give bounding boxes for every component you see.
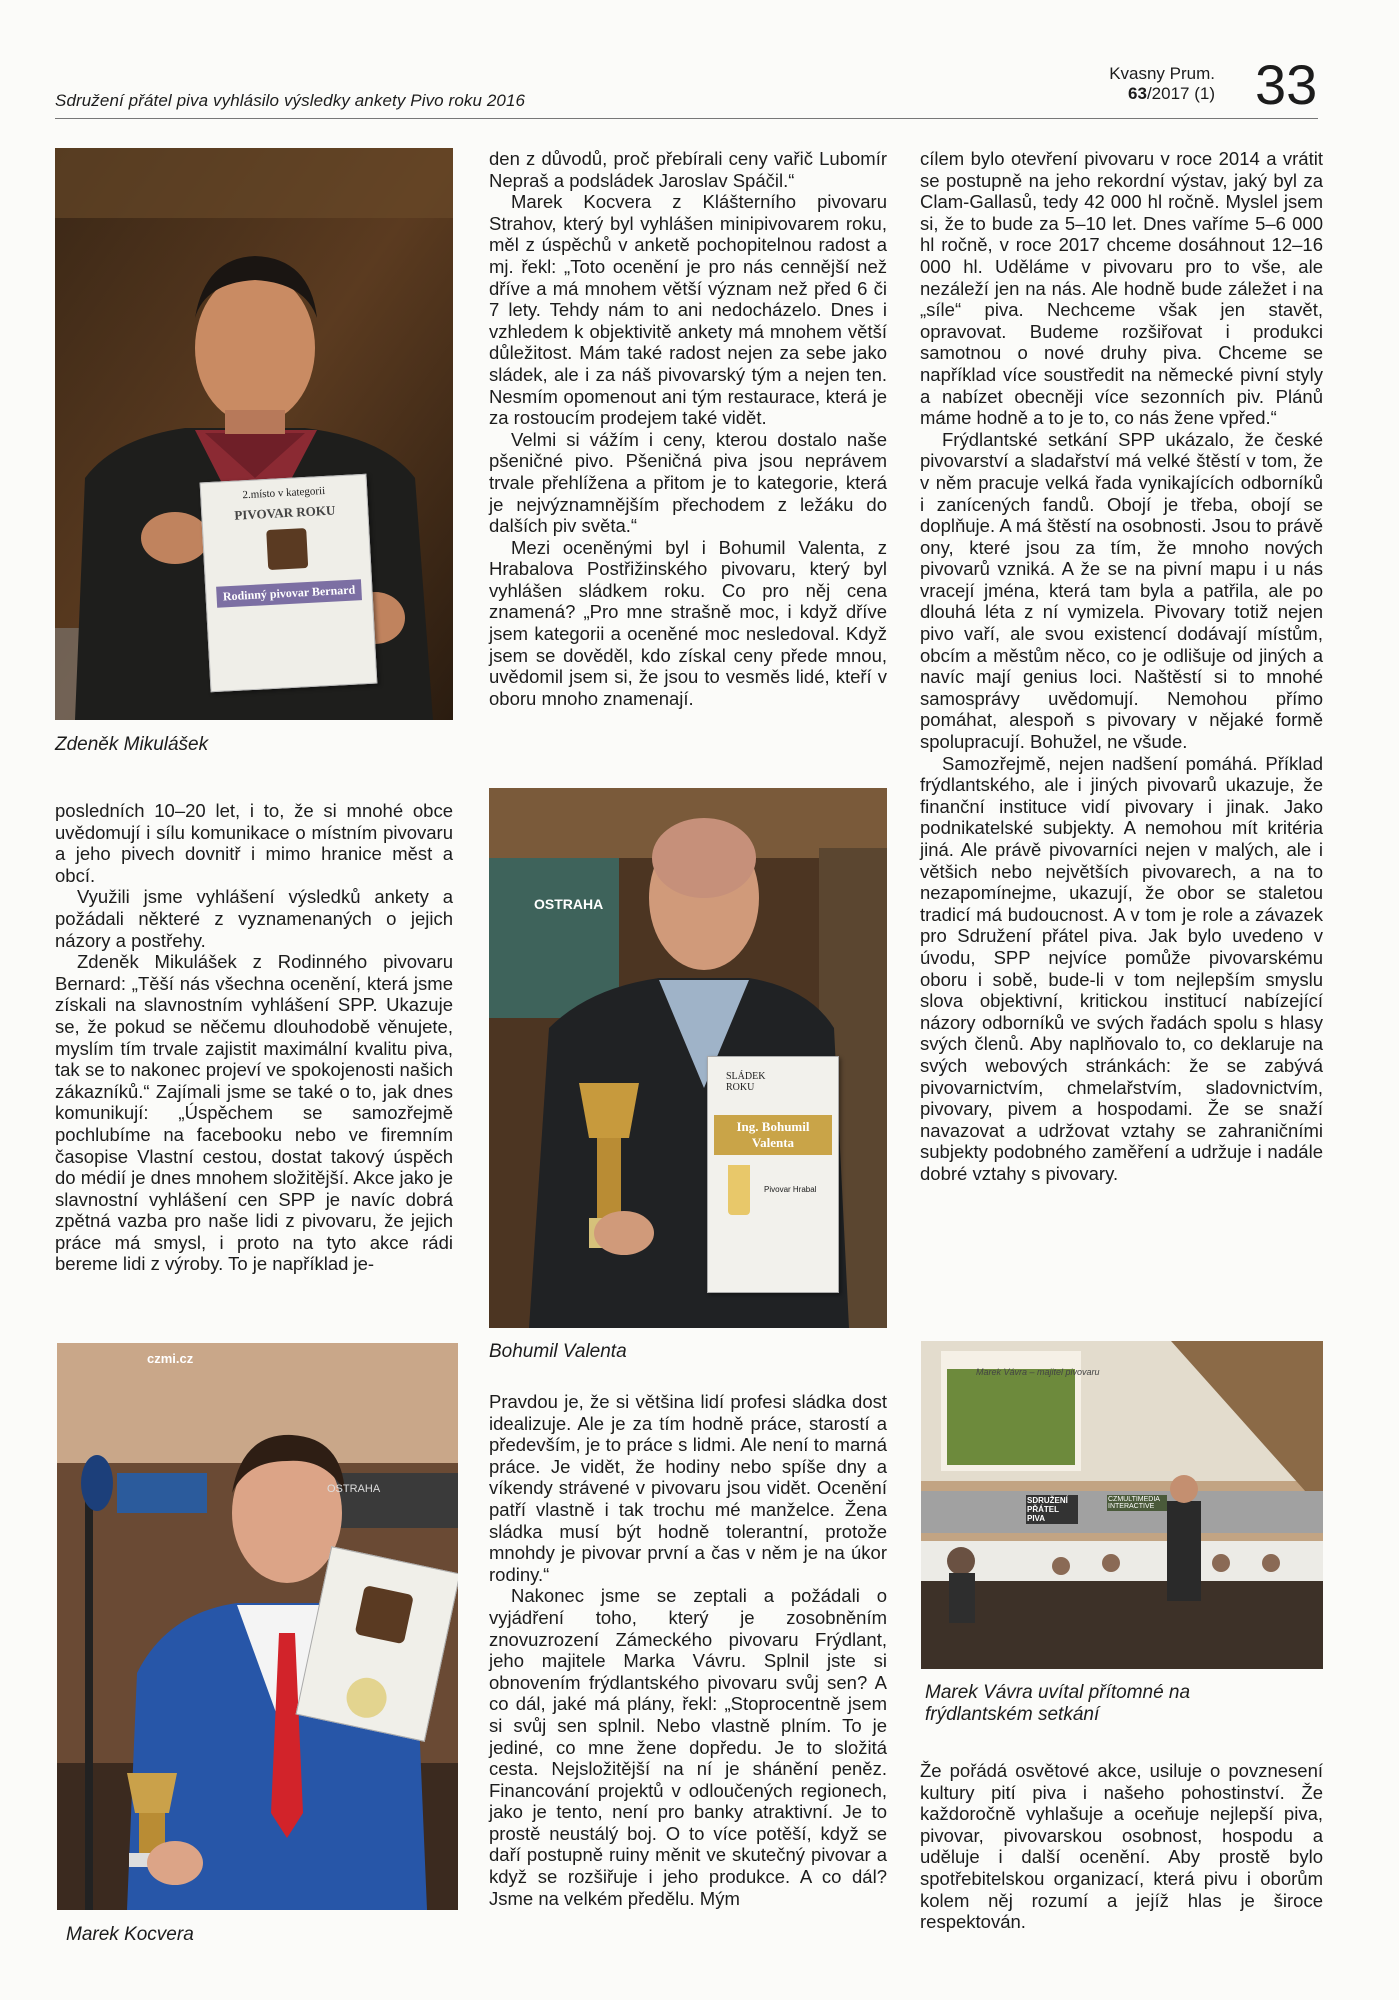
header-rule — [55, 118, 1318, 119]
banner-ostraha: OSTRAHA — [327, 1483, 381, 1495]
col2-paragraph: Mezi oceněnými byl i Bohumil Valenta, z Hrabalova Postřižinského pivovaru, který byl vyhlášen sládkem roku. Co pro něj cena znamená? „Pro mne strašně moc, i když dříve jsem kategorii a oceněné moc nesledoval. Když jsem se dověděl, kdo získal ceny přede mnou, uvědomil jsem si, že jsou to vesměs lidé, kteří v oboru mnoho znamenají. — [489, 536, 887, 709]
certificate-bernard — [200, 474, 378, 692]
sign-spp: SDRUŽENÍ PŘÁTEL PIVA — [1026, 1495, 1078, 1524]
certificate-brewery: Pivovar Hrabal — [764, 1185, 817, 1194]
photo-valenta — [489, 788, 887, 1328]
column-1 — [55, 800, 453, 1275]
page-number: 33 — [1255, 53, 1318, 116]
issue-year: /2017 (1) — [1146, 84, 1215, 103]
certificate-recipient: Ing. Bohumil Valenta — [714, 1115, 832, 1155]
col3-paragraph: Samozřejmě, nejen nadšení pomáhá. Příklad frýdlantského, ale i jiných pivovarů ukazuje, že finanční instituce vidí pivovary i jinak. Jako podnikatelské subjekty. A nemohou mít kritéria jiná. Ale právě pivovarníci nejen v malých, ale i většich nebo největších pivovarech, a na to nezapomínejme, ukazují, že obor se staletou tradicí má budoucnost. A v tom je role a závazek pro Sdružení přátel piva. Jak bylo uvedeno v úvodu, SPP nejvíce pomůže pivovarskému oboru i sobě, bude-li v tom nejlepším smyslu slova objektivní, kritickou institucí nabízející názory odborníků ve svých řadách spolu s hlasy svých členů. Aby naplňovalo to, co deklaruje na svých webových stránkách: že se zabývá pivovarnictvím, chmelařstvím, sladovnictvím, pivovary, pivem a hospodami. Že se snaží navazovat a udržovat vztahy se zahraničními subjekty podobného zaměření a udržuje i nadále dobré vztahy s pivovary. — [920, 752, 1323, 1184]
photo-mikulasek — [55, 148, 453, 720]
col1-paragraph: Zdeněk Mikulášek z Rodinného pivovaru Bernard: „Těší nás všechna ocenění, která jsme získali na slavnostním vyhlášení SPP. Ukazuje se, že pokud se něčemu dlouhodobě věnujete, myslím tím trvale zajistit maximální kvalitu piva, tak se to nakonec projeví ve spokojenosti našich zákazníků.“ Zajímali jsme se také o to, jak dnes komunikují: „Úspěchem se samozřejmě pochlubíme na facebooku nebo ve firemním časopise Vlastní cestou, dostat takový úspěch do médií je dnes mnohem složitější. Akce jako je slavnostní vyhlášení cen SPP je navíc dobrá zpětná vazba pro naše lidi z pivovaru, že jejich práce má smysl, i proto na tyto akce rádi bereme lidi z výroby. To je například je- — [55, 951, 453, 1275]
col2-paragraph: Marek Kocvera z Klášterního pivovaru Strahov, který byl vyhlášen minipivovarem roku, měl z úspěchů v anketě pochopitelnou radost a mj. řekl: „Toto ocenění je pro nás cennější než dříve a má mnohem větší význam než před 6 či 7 lety. Tehdy nám to ani nedocházelo. Dnes i vzhledem k objektivitě ankety má mnohem větší důležitost. Mám také radost nejen za sebe jako sládek, ale i za náš pivovarský tým a nejen ten. Nesmím opomenout ani tým restaurace, která je za rostoucím prodejem také vidět. — [489, 191, 887, 429]
column-2-bottom — [489, 1391, 887, 1909]
caption-photo3: Marek Kocvera — [66, 1924, 194, 1945]
banner-czmi: czmi.cz — [147, 1351, 194, 1366]
column-2-top — [489, 148, 887, 709]
column-3-top — [920, 148, 1323, 1185]
banner-ostraha: OSTRAHA — [534, 896, 604, 912]
col2-paragraph: den z důvodů, proč přebírali ceny vařič Lubomír Nepraš a podsládek Jaroslav Spáčil.“ — [489, 148, 887, 191]
journal-name: Kvasny Prum. — [1109, 64, 1215, 83]
seal-icon — [343, 1674, 390, 1721]
caption-photo1: Zdeněk Mikulášek — [55, 734, 209, 755]
certificate-title: SLÁDEK ROKU — [726, 1071, 766, 1093]
certificate-valenta — [707, 1056, 839, 1293]
beer-glass-icon — [728, 1165, 750, 1215]
brewery-logo-icon — [266, 528, 308, 570]
certificate-recipient: Rodinný pivovar Bernard — [216, 579, 362, 608]
col3-paragraph: Frýdlantské setkání SPP ukázalo, že české pivovarství a sladařství má velké štěstí v tom, že v něm pracuje velká řada vynikajících odborníků i zanícených fandů. Obojí je třeba, obojí se doplňuje. A má štěstí na osobnosti. Jsou to právě ony, které jsou za tím, že mnoho nových pivovarů vzniká. A že se na pivní mapu i u nás vracejí jména, která tam byla a patřila, ale po dlouhá léta z ní vymizela. Pivovary totiž nejen pivo vaří, ale svou existencí dodávají místům, obcím a městům něco, co je odlišuje od jiných a navíc mají genius loci. Naštěstí si to mnohé samosprávy uvědomují. Nemohou přímo pomáhat, alespoň s pivovary v nějaké formě spolupracují. Bohužel, ne všude. — [920, 428, 1323, 753]
col1-paragraph: posledních 10–20 let, i to, že si mnohé obce uvědomují i sílu komunikace o místním pivovaru a jeho pivech dovnitř i mimo hranice měst a obcí. — [55, 800, 453, 886]
volume-number: 63 — [1128, 84, 1147, 103]
journal-info — [1080, 64, 1215, 104]
caption-photo2: Bohumil Valenta — [489, 1341, 627, 1362]
issue-info — [1080, 84, 1215, 104]
sign-czmultimedia: CZMULTIMEDIA INTERACTIVE — [1107, 1495, 1167, 1511]
brewery-logo-icon — [355, 1585, 414, 1644]
col1-paragraph: Využili jsme vyhlášení výsledků ankety a požádali některé z vyznamenaných o jejich názory a postřehy. — [55, 886, 453, 951]
projector-screen-title: Marek Vávra – majitel pivovaru — [976, 1367, 1100, 1377]
col2-paragraph: Velmi si vážím i ceny, kterou dostalo naše pšeničné pivo. Pšeničná piva jsou neprávem trvale přehlížena a přitom je to kategorie, která je nejvýznamnějším přechodem z ležáku do dalších piv světa.“ — [489, 428, 887, 537]
photo-vavra-meeting — [921, 1341, 1323, 1669]
col2-paragraph: Pravdou je, že si většina lidí profesi sládka dost idealizuje. Ale je za tím hodně práce, starostí a především, je to práce s lidmi. Ale není to marná práce. Je vidět, že hodiny nebo spíše dny a víkendy strávené v pivovaru jsou vidět. Ocenění patří vlastně i tak trochu mé manželce. Žena sládka musí být hodně tolerantní, protože mnohdy je pivovar první a čas v něm je na úkor rodiny.“ — [489, 1391, 887, 1585]
col3-paragraph: Že pořádá osvětové akce, usiluje o povznesení kultury pití piva i našeho pohostinství. Že každoročně vyhlašuje a oceňuje nejlepší piva, pivovar, pivovarskou osobnost, hospodu a uděluje i další ocenění. Aby prostě bylo spotřebitelskou organizací, která pivu i oborům kolem něj rozumí a jejíž hlas je široce respektován. — [920, 1760, 1323, 1933]
column-3-bottom — [920, 1760, 1323, 1933]
article-title: Sdružení přátel piva vyhlásilo výsledky ankety Pivo roku 2016 — [55, 91, 526, 110]
caption-photo4: Marek Vávra uvítal přítomné na frýdlantském setkání — [925, 1682, 1191, 1725]
col2-paragraph: Nakonec jsme se zeptali a požádali o vyjádření toho, který je zosobněním znovuzrození Zámeckého pivovaru Frýdlant, jeho majitele Marka Vávru. Splnil jste si obnovením frýdlantského pivovaru svůj sen? A co dál, jaké má plány, řekl: „Stoprocentně jsem si svůj sen splnil. Nebo vlastně plním. To je jediné, co mne žene dopředu. Je to složitá cesta. Nejsložitější na ní je shánění peněz. Financování projektů v odloučených regionech, jako je tento, není pro banky atraktivní. Je to prostě neustálý boj. O to více potěší, když se daří postupně ruiny měnit ve skutečný pivovar a když se rozšiřuje i jeho produkce. A co dál? Jsme na velkém předělu. Mým — [489, 1585, 887, 1909]
col3-paragraph: cílem bylo otevření pivovaru v roce 2014 a vrátit se postupně na jeho rekordní výstav, jaký byl za Clam-Gallasů, tedy 42 000 hl ročně. Myslel jsem si, že to bude za 5–10 let. Dnes vaříme 5–6 000 hl ročně, v roce 2017 chceme dosáhnout 12–16 000 hl. Uděláme v pivovaru pro to vše, ale nezáleží jen na nás. Ale hodně bude záležet i na „síle“ piva. Nechceme však jen stavět, opravovat. Budeme rozšiřovat i produkci samotnou o nové druhy piva. Chceme se například více soustředit na německé pivní styly a nabízet obecněji více sezonních piv. Plánů máme hodně a to je to, co nás žene vpřed.“ — [920, 148, 1323, 429]
photo-kocvera — [57, 1343, 458, 1910]
certificate-title: PIVOVAR ROKU — [233, 502, 336, 523]
certificate-rank: 2.místo v kategorii — [242, 484, 326, 502]
